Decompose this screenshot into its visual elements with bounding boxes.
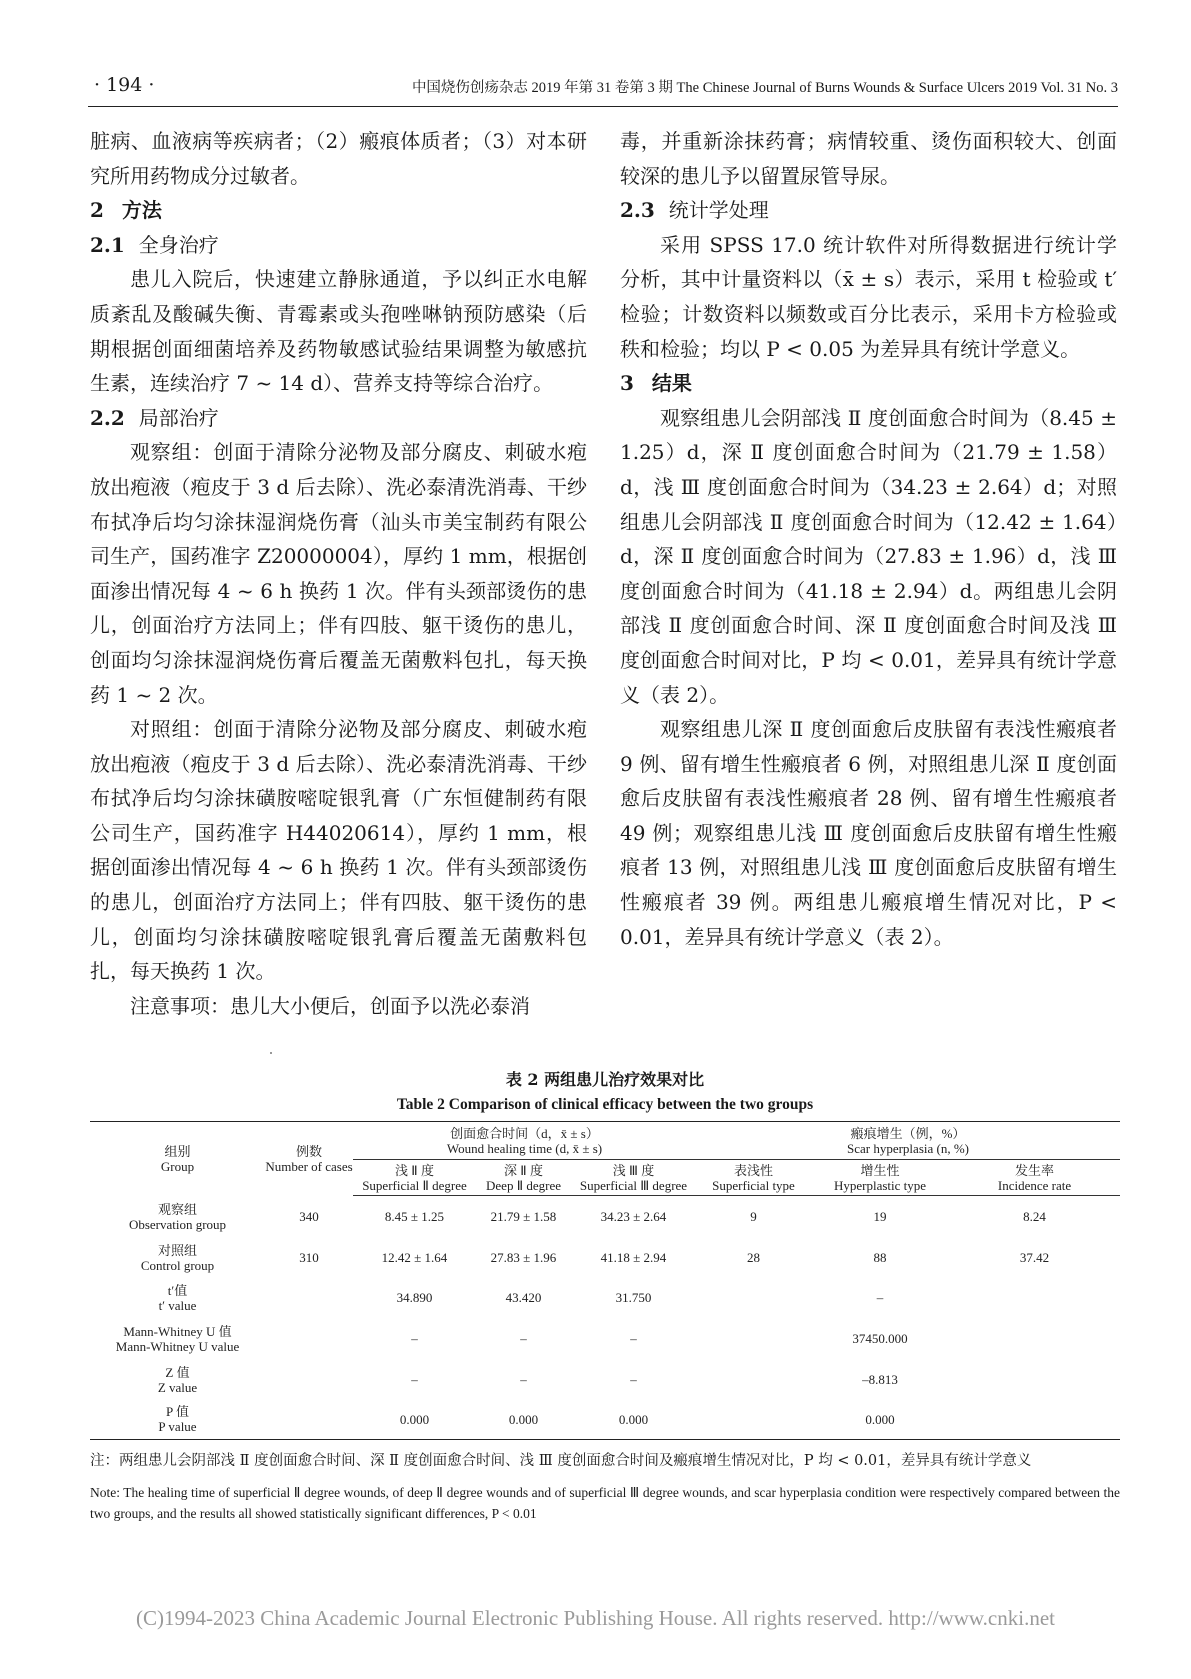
cell-superficial-type: 28 <box>747 1250 760 1265</box>
subsection-number: 2.1 <box>90 232 125 257</box>
cell-cases <box>265 1360 353 1400</box>
paragraph-precautions: 注意事项：患儿大小便后，创面予以洗必泰消 <box>130 993 530 1018</box>
column-header-scar-hyperplasia: 瘢痕增生（例，%） Scar hyperplasia (n, %) <box>696 1122 1120 1160</box>
column-header-group: 组别 Group <box>90 1122 265 1196</box>
table-row <box>90 1318 1120 1360</box>
column-header-superficial-3: 浅 Ⅲ 度 Superficial Ⅲ degree <box>571 1160 696 1196</box>
cell-hyperplastic-type: – <box>876 1290 884 1305</box>
cell-deep-2: 21.79 ± 1.58 <box>490 1209 557 1225</box>
row-label: P 值 P value <box>90 1400 265 1440</box>
section-number: 2 <box>90 198 104 223</box>
column-header-cases: 例数 Number of cases <box>265 1122 353 1196</box>
subsection-number: 2.3 <box>620 198 655 223</box>
cell-incidence-rate: 8.24 <box>1023 1209 1046 1225</box>
cell-superficial-3: – <box>630 1331 637 1346</box>
table-2 <box>90 1067 1120 1524</box>
row-label: Z 值 Z value <box>157 1364 198 1395</box>
cell-superficial-2: 12.42 ± 1.64 <box>381 1250 448 1265</box>
paragraph-control-group: 对照组：创面于清除分泌物及部分腐皮、刺破水疱放出疱液（疱皮于 3 d 后去除）、洗必泰清洗消毒、干纱布拭净后均匀涂抹磺胺嘧啶银乳膏（广东恒健制药有限公司生产，国药准字 H44020614），厚约 1 mm，根据创面渗出情况每 4 ~ 6 h 换药 1 次。伴有头颈部烫伤的患儿，创面治疗方法同上；伴有四肢、躯干烫伤的患儿，创面均匀涂抹磺胺嘧啶银乳膏后覆盖无菌敷料包扎，每天换药 1 次。 <box>90 717 587 984</box>
cell-hyperplastic-type: –8.813 <box>862 1372 898 1387</box>
table-row <box>90 1238 1120 1278</box>
row-label: 对照组 Control group <box>140 1242 215 1273</box>
cell-cases: 310 <box>299 1250 319 1265</box>
cell-superficial-3: – <box>630 1372 637 1387</box>
efficacy-table <box>90 1121 1120 1440</box>
table-title-en: Table 2 Comparison of clinical efficacy between the two groups <box>396 1096 814 1113</box>
cell-hyperplastic-type: 37450.000 <box>852 1331 908 1346</box>
subsection-title: 统计学处理 <box>668 198 769 223</box>
running-header <box>88 72 1118 107</box>
cell-superficial-type: 9 <box>750 1209 757 1225</box>
page-number: · 194 · <box>94 74 155 96</box>
cell-hyperplastic-type: 19 <box>873 1209 887 1225</box>
paragraph-observation-group: 观察组：创面于清除分泌物及部分腐皮、刺破水疱放出疱液（疱皮于 3 d 后去除）、洗必泰清洗消毒、干纱布拭净后均匀涂抹湿润烧伤膏（汕头市美宝制药有限公司生产，国药准字 Z20000004），厚约 1 mm，根据创面渗出情况每 4 ~ 6 h 换药 1 次。伴有头颈部烫伤的患儿，创面治疗方法同上；伴有四肢、躯干烫伤的患儿，创面均匀涂抹湿润烧伤膏后覆盖无菌敷料包扎，每天换药 1 ~ 2 次。 <box>90 440 587 707</box>
journal-running-head: 中国烧伤创疡杂志 2019 年第 31 卷第 3 期 The Chinese Journal of Burns Wounds & Surface Ulcers 2019 Vol. 31 No. 3 <box>411 80 1118 96</box>
cell-incidence-rate <box>949 1400 1120 1440</box>
subsection-title: 局部治疗 <box>138 405 219 430</box>
right-column <box>620 124 1117 954</box>
cell-superficial-2: 0.000 <box>353 1400 476 1440</box>
cell-superficial-type <box>696 1318 811 1360</box>
cell-deep-2: 0.000 <box>476 1400 571 1440</box>
cell-superficial-2: – <box>411 1331 418 1346</box>
paragraph-systemic-treatment: 患儿入院后，快速建立静脉通道，予以纠正水电解质紊乱及酸碱失衡、青霉素或头孢唑啉钠预防感染（后期根据创面细菌培养及药物敏感试验结果调整为敏感抗生素，连续治疗 7 ~ 14 d）、营养支持等综合治疗。 <box>90 267 587 396</box>
section-number: 3 <box>620 371 634 396</box>
cell-superficial-3: 0.000 <box>571 1400 696 1440</box>
section-heading-methods <box>90 193 587 228</box>
cell-hyperplastic-type: 88 <box>873 1250 887 1265</box>
column-header-superficial-type: 表浅性 Superficial type <box>696 1160 811 1196</box>
table-note-en: Note: The healing time of superficial Ⅱ degree wounds, of deep Ⅱ degree wounds and of superficial Ⅲ degree wounds, and scar hyperplasia condition were respectively compared between the two groups, and the results all showed statistically significant differences, P < 0.01 <box>90 1485 1120 1521</box>
column-header-hyperplastic-type: 增生性 Hyperplastic type <box>811 1160 949 1196</box>
cell-cases <box>265 1318 353 1360</box>
column-header-superficial-2: 浅 Ⅱ 度 Superficial Ⅱ degree <box>353 1160 476 1196</box>
table-row <box>90 1360 1120 1400</box>
cell-superficial-3: 31.750 <box>615 1290 652 1305</box>
cell-superficial-2: – <box>411 1372 418 1387</box>
subsection-heading-systemic <box>90 228 587 263</box>
subsection-heading-local <box>90 401 587 436</box>
cell-deep-2: 43.420 <box>505 1290 542 1305</box>
cell-incidence-rate <box>949 1318 1120 1360</box>
subsection-title: 全身治疗 <box>138 232 219 257</box>
subsection-heading-statistics <box>620 193 1117 228</box>
table-note-cn: 注：两组患儿会阴部浅 Ⅱ 度创面愈合时间、深 Ⅱ 度创面愈合时间、浅 Ⅲ 度创面愈合时间及瘢痕增生情况对比，P 均 < 0.01，差异具有统计学意义 <box>90 1453 1032 1469</box>
cell-deep-2: – <box>520 1331 527 1346</box>
cell-cases <box>265 1278 353 1318</box>
section-heading-results <box>620 366 1117 401</box>
cell-superficial-3: 41.18 ± 2.94 <box>600 1250 667 1265</box>
section-title: 方法 <box>121 198 162 223</box>
table-row <box>90 1400 1120 1440</box>
cell-deep-2: – <box>520 1372 527 1387</box>
section-title: 结果 <box>651 371 692 396</box>
cell-cases: 340 <box>299 1209 319 1224</box>
paragraph-exclusion-continued: 脏病、血液病等疾病者；（2）瘢痕体质者；（3）对本研究所用药物成分过敏者。 <box>90 129 587 188</box>
cell-superficial-type <box>696 1278 811 1318</box>
cell-incidence-rate: 37.42 <box>1019 1250 1050 1265</box>
cell-superficial-2: 34.890 <box>396 1290 433 1305</box>
scan-speck <box>270 1052 272 1054</box>
row-label: Mann-Whitney U 值 Mann-Whitney U value <box>115 1323 240 1354</box>
cell-cases <box>265 1400 353 1440</box>
paragraph-results-scar: 观察组患儿深 Ⅱ 度创面愈后皮肤留有表浅性瘢痕者 9 例、留有增生性瘢痕者 6 例，对照组患儿深 Ⅱ 度创面愈后皮肤留有表浅性瘢痕者 28 例、留有增生性瘢痕者 49 例；观察组患儿浅 Ⅲ 度创面愈后皮肤留有增生性瘢痕者 13 例，对照组患儿浅 Ⅲ 度创面愈后皮肤留有增生性瘢痕者 39 例。两组患儿瘢痕增生情况对比，P < 0.01，差异具有统计学意义（表 2）。 <box>620 717 1117 949</box>
cell-hyperplastic-type: 0.000 <box>811 1400 949 1440</box>
cell-superficial-3: 34.23 ± 2.64 <box>600 1209 667 1225</box>
paragraph-precautions-continued: 毒，并重新涂抹药膏；病情较重、烫伤面积较大、创面较深的患儿予以留置尿管导尿。 <box>620 129 1117 188</box>
table-title-cn: 表 2 两组患儿治疗效果对比 <box>505 1070 705 1089</box>
column-header-healing-time: 创面愈合时间（d，x̄ ± s） Wound healing time (d, x̄ ± s) <box>353 1122 696 1160</box>
column-header-incidence-rate: 发生率 Incidence rate <box>949 1160 1120 1196</box>
cell-superficial-2: 8.45 ± 1.25 <box>384 1209 445 1225</box>
cell-incidence-rate <box>949 1278 1120 1318</box>
table-row <box>90 1196 1120 1238</box>
left-column <box>90 124 587 1023</box>
cell-superficial-type <box>696 1400 811 1440</box>
cell-deep-2: 27.83 ± 1.96 <box>490 1250 557 1265</box>
row-label: t′值 t′ value <box>158 1282 197 1313</box>
row-label: 观察组 Observation group <box>128 1201 227 1232</box>
column-header-deep-2: 深 Ⅱ 度 Deep Ⅱ degree <box>476 1160 571 1196</box>
cell-superficial-type <box>696 1360 811 1400</box>
copyright-footer: (C)1994-2023 China Academic Journal Electronic Publishing House. All rights reserved. http://www.cnki.net <box>136 1606 1055 1630</box>
subsection-number: 2.2 <box>90 405 125 430</box>
table-row <box>90 1278 1120 1318</box>
cell-incidence-rate <box>949 1360 1120 1400</box>
paragraph-statistics: 采用 SPSS 17.0 统计软件对所得数据进行统计学分析，其中计量资料以（x̄ ± s）表示，采用 t 检验或 t′检验；计数资料以频数或百分比表示，采用卡方检验或秩和检验；均以 P < 0.05 为差异具有统计学意义。 <box>620 232 1117 361</box>
paragraph-results-healing: 观察组患儿会阴部浅 Ⅱ 度创面愈合时间为（8.45 ± 1.25）d，深 Ⅱ 度创面愈合时间为（21.79 ± 1.58）d，浅 Ⅲ 度创面愈合时间为（34.23 ± 2.64）d；对照组患儿会阴部浅 Ⅱ 度创面愈合时间为（12.42 ± 1.64）d，深 Ⅱ 度创面愈合时间为（27.83 ± 1.96）d，浅 Ⅲ 度创面愈合时间为（41.18 ± 2.94）d。两组患儿会阴部浅 Ⅱ 度创面愈合时间、深 Ⅱ 度创面愈合时间及浅 Ⅲ 度创面愈合时间对比，P 均 < 0.01，差异具有统计学意义（表 2）。 <box>620 405 1117 707</box>
